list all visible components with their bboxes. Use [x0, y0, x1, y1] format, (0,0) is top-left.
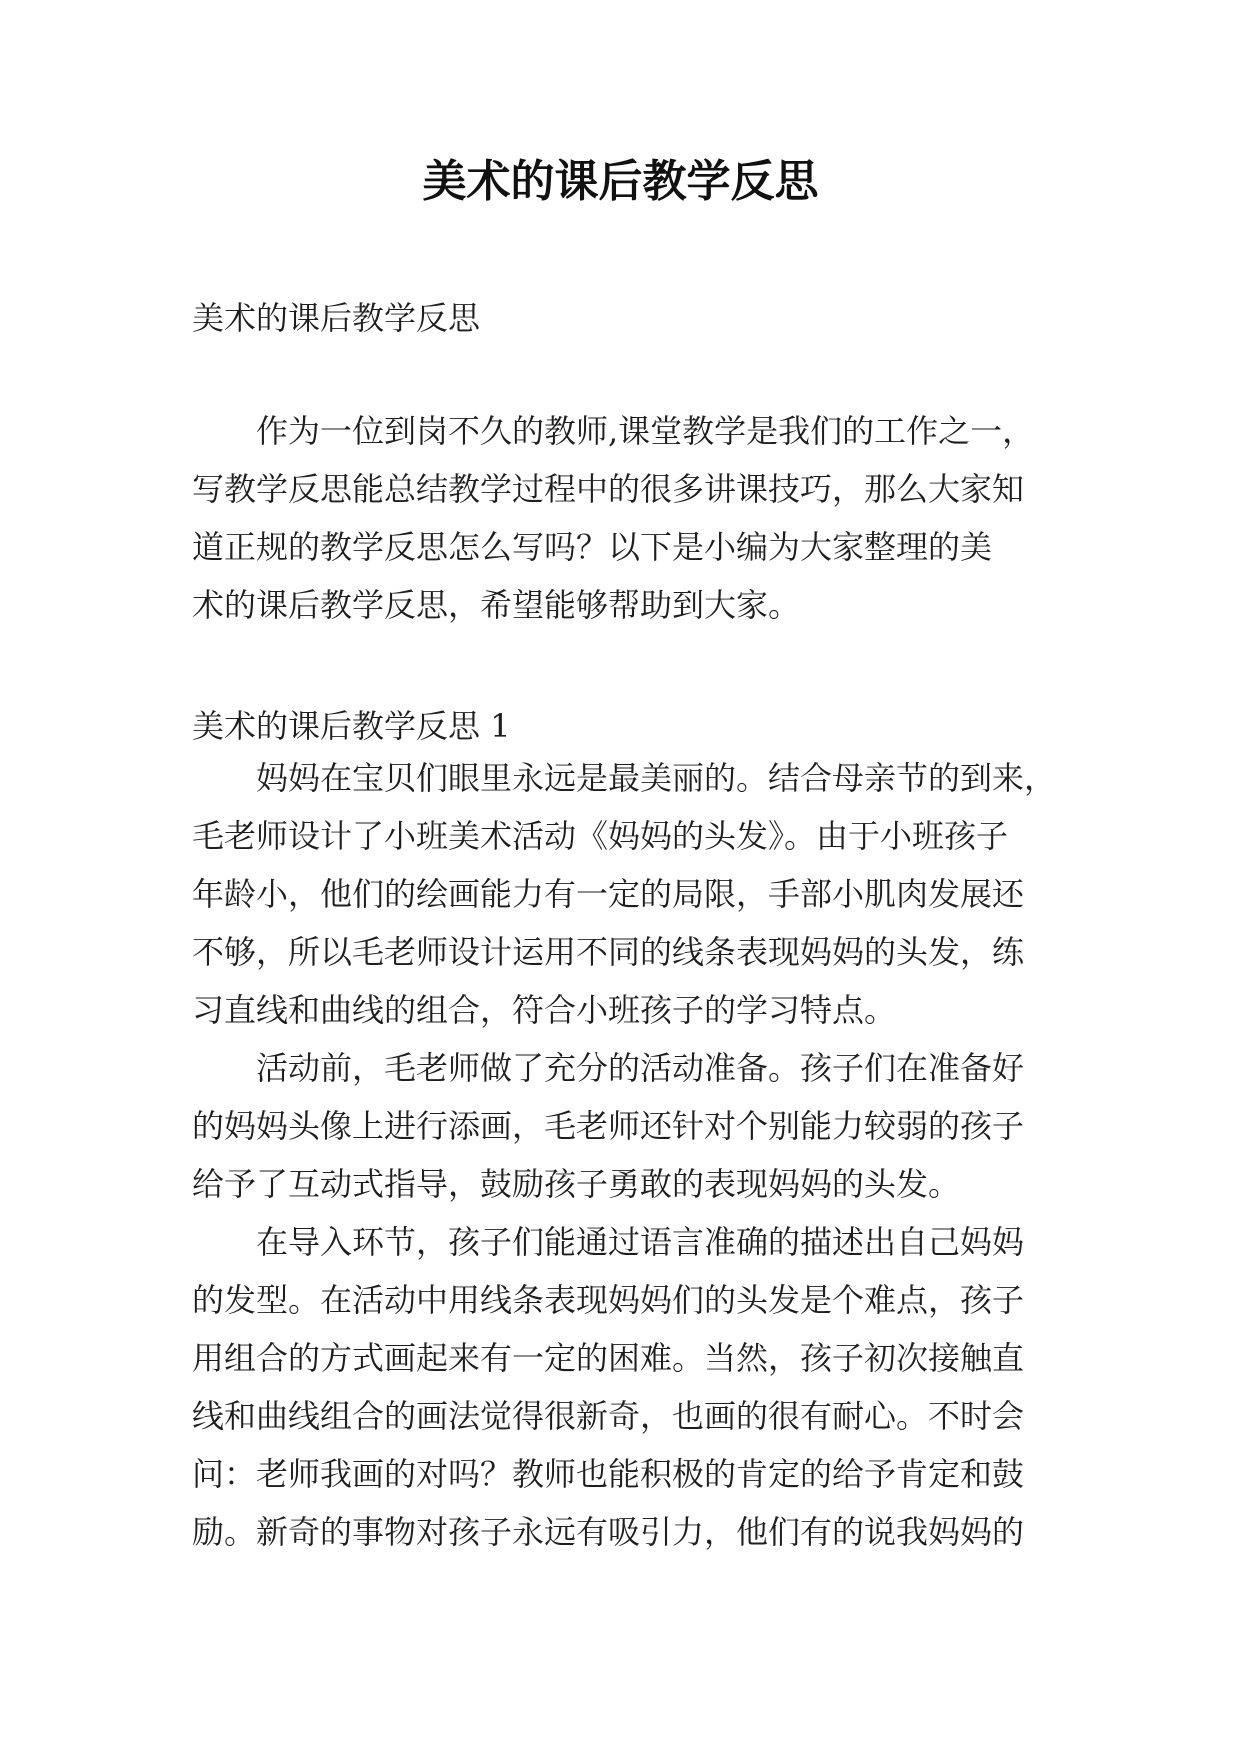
text-line: 习直线和曲线的组合，符合小班孩子的学习特点。	[192, 991, 897, 1029]
body-paragraph-3	[192, 1213, 1062, 1561]
text-line: 写教学反思能总结教学过程中的很多讲课技巧，那么大家知	[192, 470, 1025, 508]
text-line: 活动前，毛老师做了充分的活动准备。孩子们在准备好	[256, 1049, 1025, 1087]
text-line: 道正规的教学反思怎么写吗？以下是小编为大家整理的美	[192, 528, 993, 566]
text-line: 给予了互动式指导，鼓励孩子勇敢的表现妈妈的头发。	[192, 1165, 961, 1203]
document-subtitle: 美术的课后教学反思	[192, 299, 481, 337]
text-line: 励。新奇的事物对孩子永远有吸引力，他们有的说我妈妈的	[192, 1513, 1025, 1551]
intro-paragraph	[192, 402, 1062, 634]
text-line: 的妈妈头像上进行添画，毛老师还针对个别能力较弱的孩子	[192, 1107, 1025, 1145]
section-heading: 美术的课后教学反思 1	[192, 707, 511, 745]
text-line: 的发型。在活动中用线条表现妈妈们的头发是个难点，孩子	[192, 1281, 1025, 1319]
body-paragraph-2	[192, 1039, 1062, 1213]
text-line: 线和曲线组合的画法觉得很新奇，也画的很有耐心。不时会	[192, 1397, 1025, 1435]
body-paragraph-1	[192, 749, 1062, 1039]
text-line: 用组合的方式画起来有一定的困难。当然，孩子初次接触直	[192, 1339, 1025, 1377]
text-line: 毛老师设计了小班美术活动《妈妈的头发》。由于小班孩子	[192, 817, 1009, 855]
text-line: 问：老师我画的对吗？教师也能积极的肯定的给予肯定和鼓	[192, 1455, 1025, 1493]
text-line: 妈妈在宝贝们眼里永远是最美丽的。结合母亲节的到来，	[256, 759, 1057, 797]
text-line: 作为一位到岗不久的教师,课堂教学是我们的工作之一，	[256, 412, 1035, 450]
document-title: 美术的课后教学反思	[422, 156, 819, 207]
text-line: 术的课后教学反思，希望能够帮助到大家。	[192, 586, 801, 624]
text-line: 在导入环节，孩子们能通过语言准确的描述出自己妈妈	[256, 1223, 1025, 1261]
text-line: 不够，所以毛老师设计运用不同的线条表现妈妈的头发，练	[192, 933, 1025, 971]
text-line: 年龄小，他们的绘画能力有一定的局限，手部小肌肉发展还	[192, 875, 1025, 913]
